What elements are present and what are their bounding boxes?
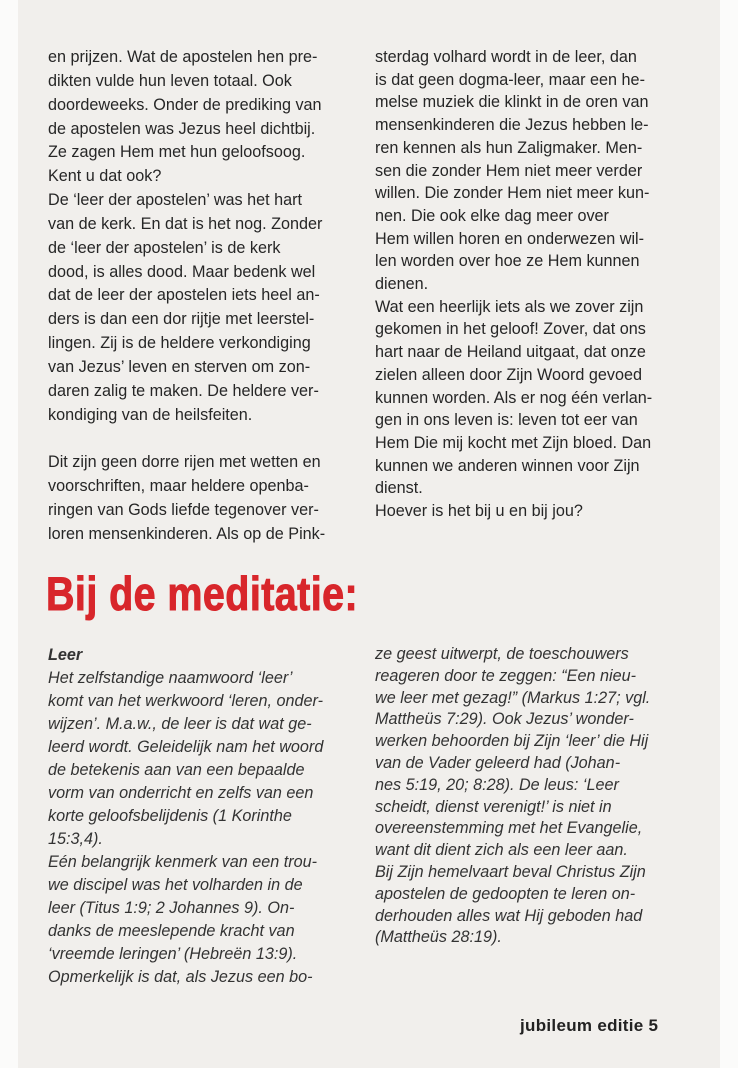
text-line: zielen alleen door Zijn Woord gevoed (375, 365, 642, 384)
text-line: loren mensenkinderen. Als op de Pink- (48, 524, 326, 543)
meditation-left-lines (48, 667, 323, 989)
text-line: Eén belangrijk kenmerk van een trou- (48, 853, 318, 871)
text-line: danks de meeslepende kracht van (48, 922, 295, 940)
text-line: leerd wordt. Geleidelijk nam het woord (48, 738, 324, 756)
text-line: we leer met gezag!” (Markus 1:27; vgl. (375, 688, 651, 707)
text-line: dikten vulde hun leven totaal. Ook (48, 71, 292, 90)
text-line: voorschriften, maar heldere openba- (48, 477, 309, 496)
meditation-heading: Bij de meditatie: (46, 567, 359, 620)
text-line (48, 428, 325, 452)
text-line: we discipel was het volharden in de (48, 876, 303, 894)
text-line: melse muziek die klinkt in de oren van (375, 93, 649, 112)
text-line: sen die zonder Hem niet meer verder (375, 161, 643, 180)
page-footer: jubileum editie 5 (520, 1016, 659, 1035)
text-line: reageren door te zeggen: “Een nieu- (375, 666, 636, 685)
text-line: leer (Titus 1:9; 2 Johannes 9). On- (48, 899, 295, 917)
text-line: ren kennen als hun Zaligmaker. Men- (375, 138, 643, 157)
text-line: gen in ons leven is: leven tot eer van (375, 411, 638, 430)
text-line: 15:3,4). (48, 830, 103, 848)
text-line: hart naar de Heiland uitgaat, dat onze (375, 343, 646, 362)
text-line: Dit zijn geen dorre rijen met wetten en (48, 453, 321, 472)
text-line: Het zelfstandige naamwoord ‘leer’ (48, 669, 293, 687)
text-line: wijzen’. M.a.w., de leer is dat wat ge- (48, 715, 312, 733)
text-line: ringen van Gods liefde tegenover ver- (48, 501, 319, 520)
text-line: daren zalig te maken. De heldere ver- (48, 381, 319, 400)
text-line: nen. Die ook elke dag meer over (375, 206, 609, 225)
text-line: kondiging van de heilsfeiten. (48, 405, 253, 424)
text-line: nes 5:19, 20; 8:28). De leus: ‘Leer (375, 775, 619, 794)
text-line: ze geest uitwerpt, de toeschouwers (375, 645, 629, 663)
text-line: van de Vader geleerd had (Johan- (375, 753, 621, 772)
text-line: Hem willen horen en onderwezen wil- (375, 229, 645, 248)
text-line: willen. Die zonder Hem niet meer kun- (375, 184, 650, 203)
text-line: gekomen in het geloof! Zover, dat ons (375, 320, 646, 339)
text-line: Wat een heerlijk iets als we zover zijn (375, 297, 644, 316)
text-line: want dit dient zich als een leer aan. (375, 841, 628, 860)
text-line: korte geloofsbelijdenis (1 Korinthe (48, 807, 292, 825)
text-line: overeenstemming met het Evangelie, (375, 819, 643, 838)
text-line: (Mattheüs 28:19). (375, 928, 502, 947)
text-line: de apostelen was Jezus heel dichtbij. (48, 119, 316, 138)
meditation-column-left (48, 644, 323, 989)
text-line: Ze zagen Hem met hun geloofsoog. (48, 143, 306, 162)
text-line: van de kerk. En dat is het nog. Zonder (48, 214, 323, 233)
text-line: doordeweeks. Onder de prediking van (48, 95, 322, 114)
text-line: Opmerkelijk is dat, als Jezus een bo- (48, 968, 313, 986)
text-line: vorm van onderricht en zelfs van een (48, 784, 314, 802)
text-line: en prijzen. Wat de apostelen hen pre- (48, 48, 318, 66)
text-line: de betekenis aan van een bepaalde (48, 761, 305, 779)
text-line: ders is dan een dor rijtje met leerstel- (48, 310, 315, 329)
text-line: len worden over hoe ze Hem kunnen (375, 252, 640, 271)
text-line: komt van het werkwoord ‘leren, onder- (48, 692, 324, 710)
article-column-left (48, 46, 325, 547)
text-line: is dat geen dogma-leer, maar een he- (375, 70, 645, 89)
text-line: dood, is alles dood. Maar bedenk wel (48, 262, 316, 281)
text-line: sterdag volhard wordt in de leer, dan (375, 48, 637, 66)
text-line: kunnen we anderen winnen voor Zijn (375, 456, 640, 475)
text-line: Hoever is het bij u en bij jou? (375, 502, 583, 521)
text-line: Bij Zijn hemelvaart beval Christus Zijn (375, 862, 646, 881)
text-line: De ‘leer der apostelen’ was het hart (48, 191, 303, 210)
text-line: lingen. Zij is de heldere verkondiging (48, 334, 311, 353)
meditation-column-right (375, 644, 650, 949)
text-line: apostelen de gedoopten te leren on- (375, 884, 636, 903)
text-line: ‘vreemde leringen’ (Hebreën 13:9). (48, 945, 298, 963)
text-line: Kent u dat ook? (48, 167, 162, 186)
text-line: kunnen worden. Als er nog één verlan- (375, 388, 653, 407)
meditation-subheading: Leer (48, 646, 83, 664)
text-line: dienen. (375, 275, 429, 294)
text-line: Mattheüs 7:29). Ook Jezus’ wonder- (375, 710, 634, 729)
text-line: de ‘leer der apostelen’ is de kerk (48, 238, 281, 257)
text-line: scheidt, dienst verenigt!’ is niet in (375, 797, 612, 816)
text-line: dienst. (375, 479, 423, 498)
text-line: van Jezus’ leven en sterven om zon- (48, 357, 311, 376)
text-line: werken behoorden bij Zijn ‘leer’ die Hij (375, 732, 649, 751)
text-line: derhouden alles wat Hij geboden had (375, 906, 643, 925)
text-line: mensenkinderen die Jezus hebben le- (375, 116, 649, 135)
text-line: Hem Die mij kocht met Zijn bloed. Dan (375, 433, 652, 452)
text-line: dat de leer der apostelen iets heel an- (48, 286, 320, 305)
article-column-right (375, 46, 652, 523)
